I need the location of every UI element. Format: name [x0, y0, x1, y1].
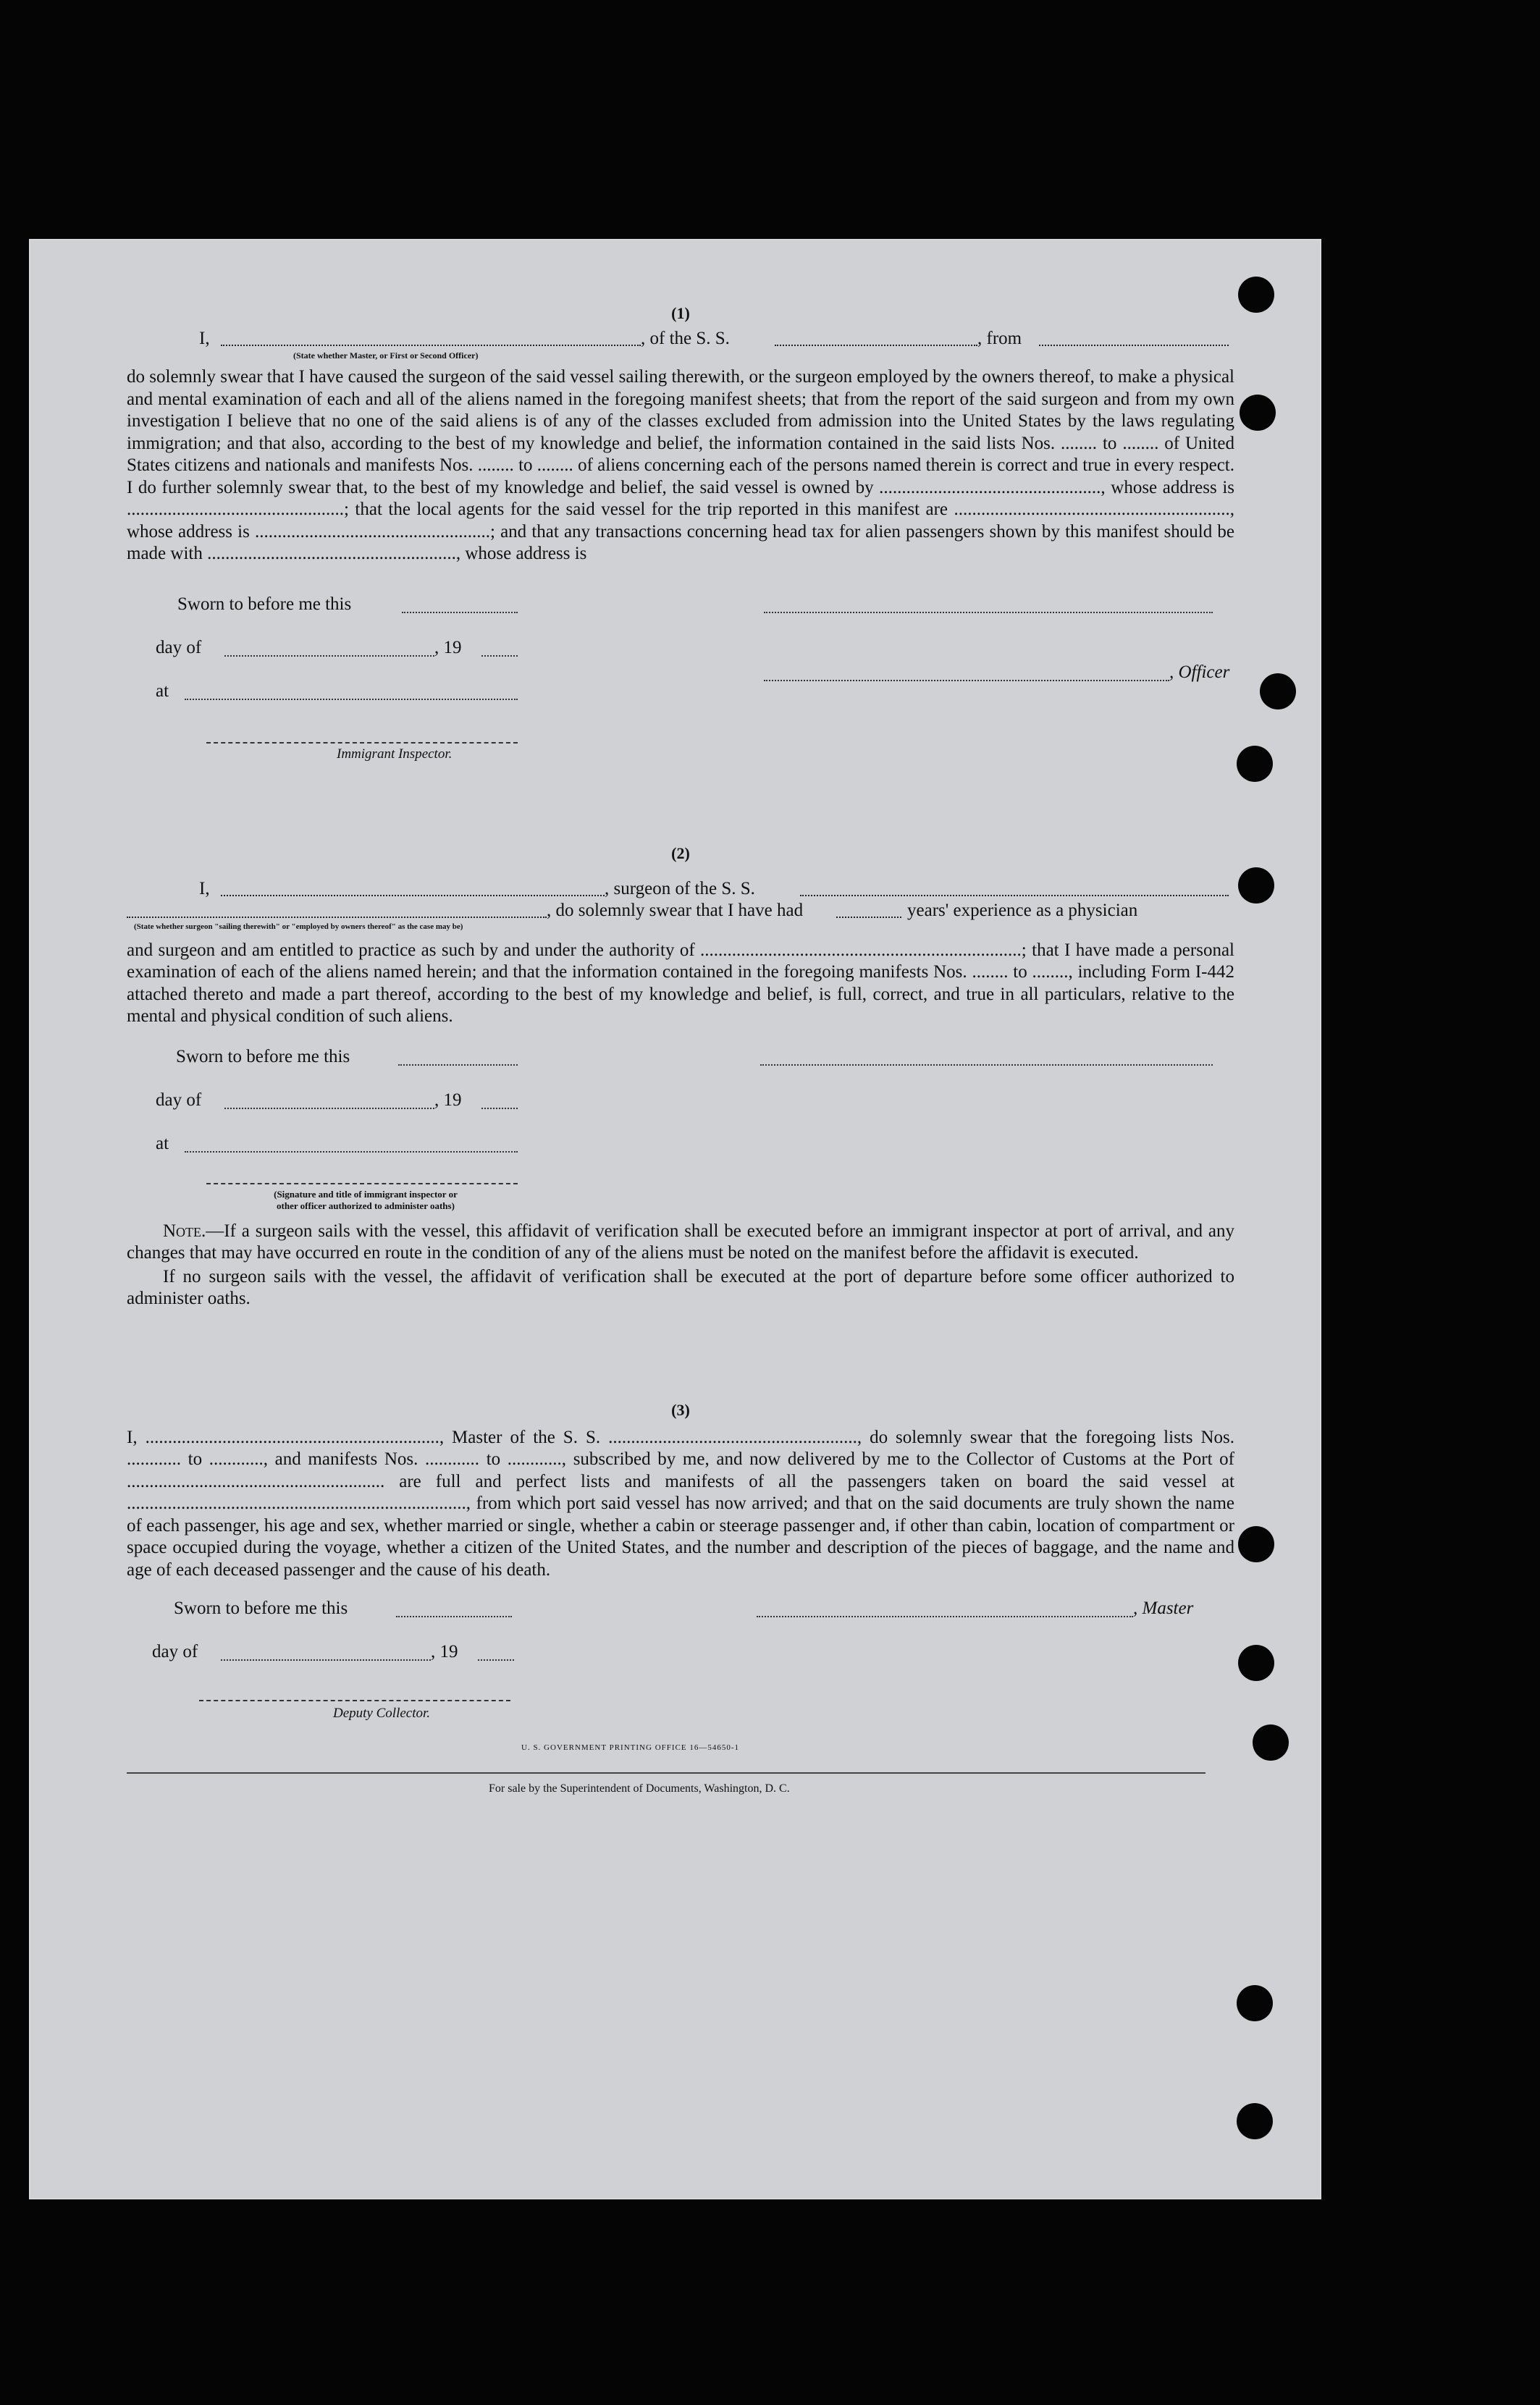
surgeon-name-field[interactable] [221, 895, 605, 896]
officer-name-field[interactable] [221, 345, 641, 346]
of-ss-label: , of the S. S. [641, 329, 730, 348]
sworn-date-field-3[interactable] [396, 1616, 512, 1617]
at-field-2[interactable] [185, 1151, 518, 1153]
section-2-number: (2) [671, 843, 690, 862]
sig-caption-1: (Signature and title of immigrant inspector or [274, 1188, 458, 1200]
year-field-2[interactable] [481, 1108, 518, 1109]
punch-hole [1238, 867, 1274, 904]
year-label-2: , 19 [434, 1090, 462, 1110]
section-3-body: I, ................................................................., Master of the S. S. ......................................................., do solemnly swear that the foregoing lists Nos. ............ to ............, and manifests Nos. ............ to ............, subscribed by me, and now delivered by me to the Collector of Customs at the Port of ......................................................... are full and perfect lists and manifests of all the passengers taken on board the said vessel at ..........................................................................., from which port said vessel has now arrived; and that on the said documents are truly shown the name of each passenger, his age and sex, whether married or single, whether a cabin or steerage passenger and, if other than cabin, location of compartment or space occupied during the voyage, whether a citizen of the United States, and the number and description of the pieces of baggage, and the name and age of each deceased passenger and the cause of his death. [127, 1427, 1234, 1580]
printing-office: U. S. GOVERNMENT PRINTING OFFICE 16—54650-1 [521, 1743, 740, 1752]
collector-signature-field[interactable] [199, 1700, 510, 1701]
surgeon-ss-label: , surgeon of the S. S. [605, 878, 755, 898]
surgeon-caption: (State whether surgeon "sailing therewith" or "employed by owners thereof" as the case may be) [134, 922, 463, 931]
sworn-date-field[interactable] [402, 612, 518, 613]
sig-caption-2: other officer authorized to administer oaths) [277, 1200, 455, 1211]
year-field-3[interactable] [478, 1659, 514, 1661]
master-label: , Master [1133, 1599, 1194, 1618]
inspector-signature-field[interactable] [206, 742, 518, 744]
at-label: at [156, 681, 169, 701]
punch-hole [1240, 395, 1276, 431]
surgeon-status-field[interactable] [127, 917, 547, 918]
form-page [29, 239, 1321, 2199]
form-footer [127, 1743, 1234, 1830]
footer-rule [127, 1772, 1206, 1774]
years-field[interactable] [836, 917, 901, 918]
officer-title-field[interactable] [764, 680, 1169, 681]
at-label-2: at [156, 1133, 169, 1153]
surgeon-ship-field[interactable] [800, 895, 1229, 896]
ship-name-field[interactable] [775, 345, 977, 346]
punch-hole [1253, 1724, 1289, 1761]
day-of-label: day of [156, 637, 202, 657]
day-of-field-3[interactable] [221, 1659, 431, 1661]
i-label-2: I, [199, 878, 210, 898]
sworn-label-2: Sworn to before me this [176, 1046, 350, 1066]
year-field[interactable] [481, 655, 518, 657]
inspector-signature-field-2[interactable] [206, 1183, 518, 1184]
punch-hole [1238, 1645, 1274, 1681]
punch-hole [1238, 1526, 1274, 1562]
day-of-label-3: day of [152, 1642, 198, 1661]
section-3-number: (3) [671, 1400, 690, 1419]
officer-caption: (State whether Master, or First or Second Officer) [293, 350, 479, 361]
section-1-number: (1) [671, 304, 690, 322]
note-text-1: —If a surgeon sails with the vessel, this affidavit of verification shall be executed before an immigrant inspector at port of arrival, and any changes that may have occurred en route in the condition of any of the aliens must be noted on the manifest before the affidavit is executed. [127, 1221, 1234, 1263]
from-port-field[interactable] [1039, 345, 1229, 346]
from-label: , from [977, 329, 1022, 348]
sworn-label-3: Sworn to before me this [174, 1599, 348, 1618]
years-label: years' experience as a physician [907, 900, 1138, 920]
note-label: Note. [163, 1221, 206, 1241]
year-label-3: , 19 [431, 1642, 458, 1661]
swear-label: , do solemnly swear that I have had [547, 900, 804, 920]
day-of-label-2: day of [156, 1090, 202, 1110]
at-field[interactable] [185, 699, 518, 700]
for-sale-notice: For sale by the Superintendent of Documents, Washington, D. C. [489, 1782, 790, 1795]
officer-signature-field[interactable] [764, 612, 1213, 613]
section-2-body: and surgeon and am entitled to practice as such by and under the authority of .......................................................................; that I have made a personal examination of each of the aliens named herein; and that the information contained in the foregoing manifests Nos. ........ to ........, including Form I-442 attached thereto and made a part thereof, according to the best of my knowledge and belief, is full, correct, and true in all particulars, relative to the mental and physical condition of such aliens. [127, 940, 1234, 1026]
punch-hole [1260, 673, 1296, 709]
punch-hole [1237, 746, 1273, 782]
surgeon-signature-field[interactable] [760, 1064, 1213, 1066]
affidavit-form [127, 304, 1234, 1830]
punch-hole [1238, 277, 1274, 313]
officer-label: , Officer [1169, 662, 1230, 682]
section-2-signature-block [127, 1047, 1234, 1242]
punch-hole [1237, 2103, 1273, 2139]
punch-hole [1237, 1985, 1273, 2021]
day-of-field-2[interactable] [224, 1108, 434, 1109]
i-label: I, [199, 329, 210, 348]
collector-caption: Deputy Collector. [333, 1706, 431, 1721]
master-signature-field[interactable] [757, 1616, 1133, 1617]
year-label: , 19 [434, 637, 462, 657]
section-2-header-lines [127, 879, 1234, 931]
sworn-date-field-2[interactable] [398, 1064, 518, 1066]
section-1-signature-block [127, 594, 1234, 775]
section-3-signature-block [127, 1599, 1234, 1743]
section-1-header-line [127, 329, 1234, 363]
sworn-label: Sworn to before me this [177, 594, 352, 614]
note-paragraph-2: If no surgeon sails with the vessel, the affidavit of verification shall be executed at the port of departure before some officer authorized to administer oaths. [127, 1266, 1234, 1308]
section-1-body: do solemnly swear that I have caused the surgeon of the said vessel sailing therewith, or the surgeon employed by the owners thereof, to make a physical and mental examination of each and all of the aliens named in the foregoing manifest sheets; that from the report of the said surgeon and from my own investigation I believe that no one of the said aliens is of any of the classes excluded from admission into the United States by the laws regulating immigration; and that also, according to the best of my knowledge and belief, the information contained in the said lists Nos. ........ to ........ of United States citizens and nationals and manifests Nos. ........ to ........ of aliens concerning each of the persons named therein is correct and true in every respect. I do further solemnly swear that, to the best of my knowledge and belief, the said vessel is owned by ................................................., whose address is ................................................; that the local agents for the said vessel for the trip reported in this manifest are ............................................................., whose address is ....................................................; and that any transactions concerning head tax for alien passengers shown by this manifest should be made with ......................................................., whose address is [127, 367, 1234, 563]
day-of-field[interactable] [224, 655, 434, 657]
inspector-caption: Immigrant Inspector. [337, 746, 453, 762]
